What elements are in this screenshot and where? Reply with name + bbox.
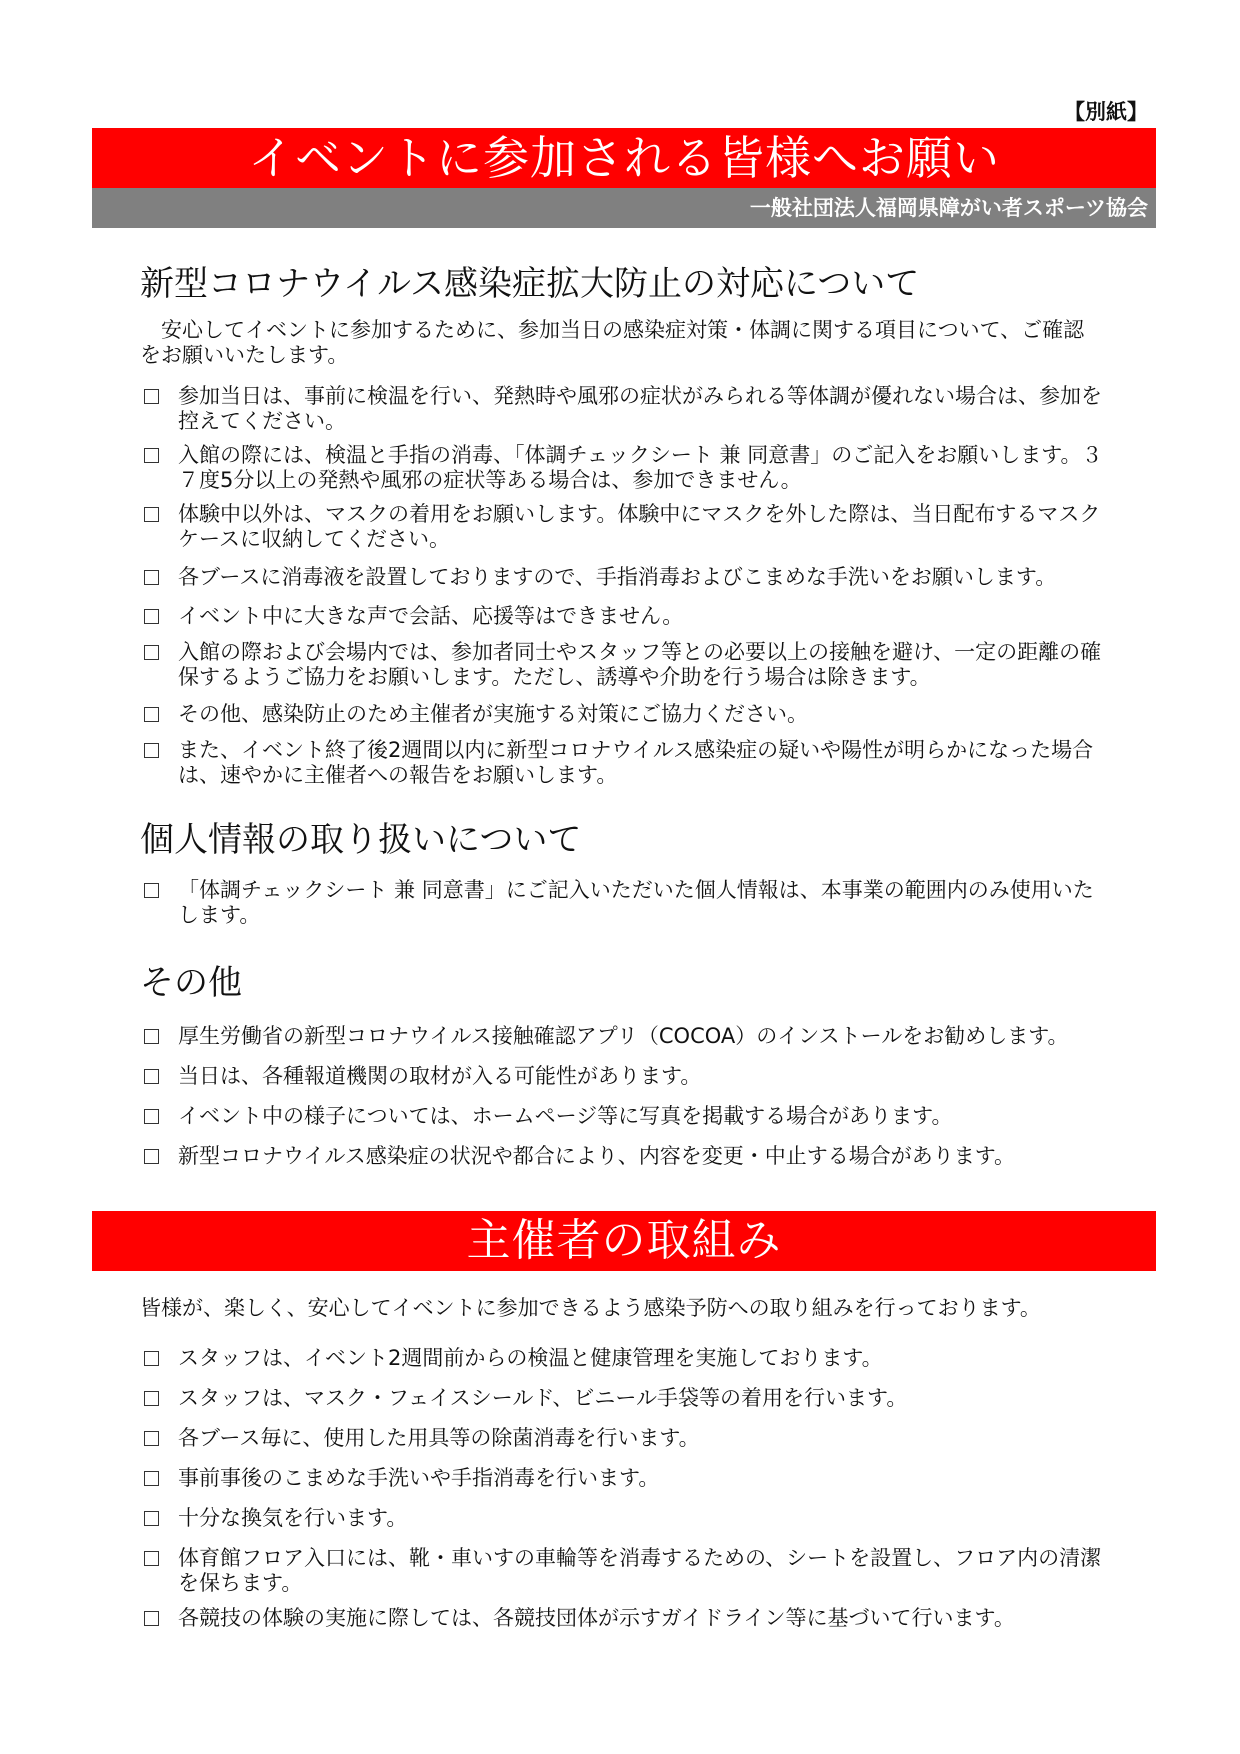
checklist-item: 厚生労働省の新型コロナウイルス接触確認アプリ（COCOA）のインストールをお勧めします。 <box>144 1024 1104 1049</box>
checkbox-icon <box>144 389 159 404</box>
checkbox-icon <box>144 1391 159 1406</box>
checkbox-icon <box>144 645 159 660</box>
checklist-item: 十分な換気を行います。 <box>144 1506 1104 1531</box>
checkbox-icon <box>144 1511 159 1526</box>
checklist-item: スタッフは、イベント2週間前からの検温と健康管理を実施しております。 <box>144 1346 1104 1371</box>
checkbox-icon <box>144 1611 159 1626</box>
checkbox-icon <box>144 1149 159 1164</box>
checkbox-icon <box>144 707 159 722</box>
checklist-item: 各ブースに消毒液を設置しておりますので、手指消毒およびこまめな手洗いをお願いします。 <box>144 565 1104 590</box>
checkbox-icon <box>144 1029 159 1044</box>
main-title: イベントに参加される皆様へお願い <box>92 128 1156 188</box>
checkbox-icon <box>144 1551 159 1566</box>
checklist-item: 各ブース毎に、使用した用具等の除菌消毒を行います。 <box>144 1426 1104 1451</box>
checkbox-icon <box>144 1431 159 1446</box>
checkbox-icon <box>144 883 159 898</box>
checklist-item: スタッフは、マスク・フェイスシールド、ビニール手袋等の着用を行います。 <box>144 1386 1104 1411</box>
checklist-item: 事前事後のこまめな手洗いや手指消毒を行います。 <box>144 1466 1104 1491</box>
checklist-item: 体育館フロア入口には、靴・車いすの車輪等を消毒するための、シートを設置し、フロア内の清潔を保ちます。 <box>144 1546 1104 1596</box>
privacy-heading: 個人情報の取り扱いについて <box>140 820 582 860</box>
checkbox-icon <box>144 448 159 463</box>
checkbox-icon <box>144 1109 159 1124</box>
checklist-item: 各競技の体験の実施に際しては、各競技団体が示すガイドライン等に基づいて行います。 <box>144 1606 1104 1631</box>
checklist-item: その他、感染防止のため主催者が実施する対策にご協力ください。 <box>144 702 1104 727</box>
checkbox-icon <box>144 609 159 624</box>
checkbox-icon <box>144 507 159 522</box>
checklist-item: 当日は、各種報道機関の取材が入る可能性があります。 <box>144 1064 1104 1089</box>
checklist-item: 参加当日は、事前に検温を行い、発熱時や風邪の症状がみられる等体調が優れない場合は、参加を控えてください。 <box>144 384 1104 434</box>
other-heading: その他 <box>140 963 242 1003</box>
organizer-intro: 皆様が、楽しく、安心してイベントに参加できるよう感染予防への取り組みを行っております。 <box>140 1296 1041 1320</box>
covid-intro: 安心してイベントに参加するために、参加当日の感染症対策・体調に関する項目について、ご確認をお願いいたします。 <box>140 318 1085 367</box>
checklist-item: 入館の際および会場内では、参加者同士やスタッフ等との必要以上の接触を避け、一定の距離の確保するようご協力をお願いします。ただし、誘導や介助を行う場合は除きます。 <box>144 640 1104 690</box>
checklist-item: また、イベント終了後2週間以内に新型コロナウイルス感染症の疑いや陽性が明らかになった場合は、速やかに主催者への報告をお願いします。 <box>144 738 1104 788</box>
checklist-item: 体験中以外は、マスクの着用をお願いします。体験中にマスクを外した際は、当日配布するマスクケースに収納してください。 <box>144 502 1104 552</box>
checklist-item: 入館の際には、検温と手指の消毒、「体調チェックシート 兼 同意書」のご記入をお願いします。３７度5分以上の発熱や風邪の症状等ある場合は、参加できません。 <box>144 443 1104 493</box>
checklist-item: 「体調チェックシート 兼 同意書」にご記入いただいた個人情報は、本事業の範囲内のみ使用いたします。 <box>144 878 1104 928</box>
checklist-item: イベント中の様子については、ホームページ等に写真を掲載する場合があります。 <box>144 1104 1104 1129</box>
checkbox-icon <box>144 743 159 758</box>
annex-label: 【別紙】 <box>1064 100 1148 124</box>
checkbox-icon <box>144 570 159 585</box>
checkbox-icon <box>144 1351 159 1366</box>
checkbox-icon <box>144 1069 159 1084</box>
checkbox-icon <box>144 1471 159 1486</box>
organizer-title: 主催者の取組み <box>92 1211 1156 1271</box>
covid-heading: 新型コロナウイルス感染症拡大防止の対応について <box>140 264 920 304</box>
checklist-item: 新型コロナウイルス感染症の状況や都合により、内容を変更・中止する場合があります。 <box>144 1144 1104 1169</box>
checklist-item: イベント中に大きな声で会話、応援等はできません。 <box>144 604 1104 629</box>
organization-name: 一般社団法人福岡県障がい者スポーツ協会 <box>92 188 1156 228</box>
